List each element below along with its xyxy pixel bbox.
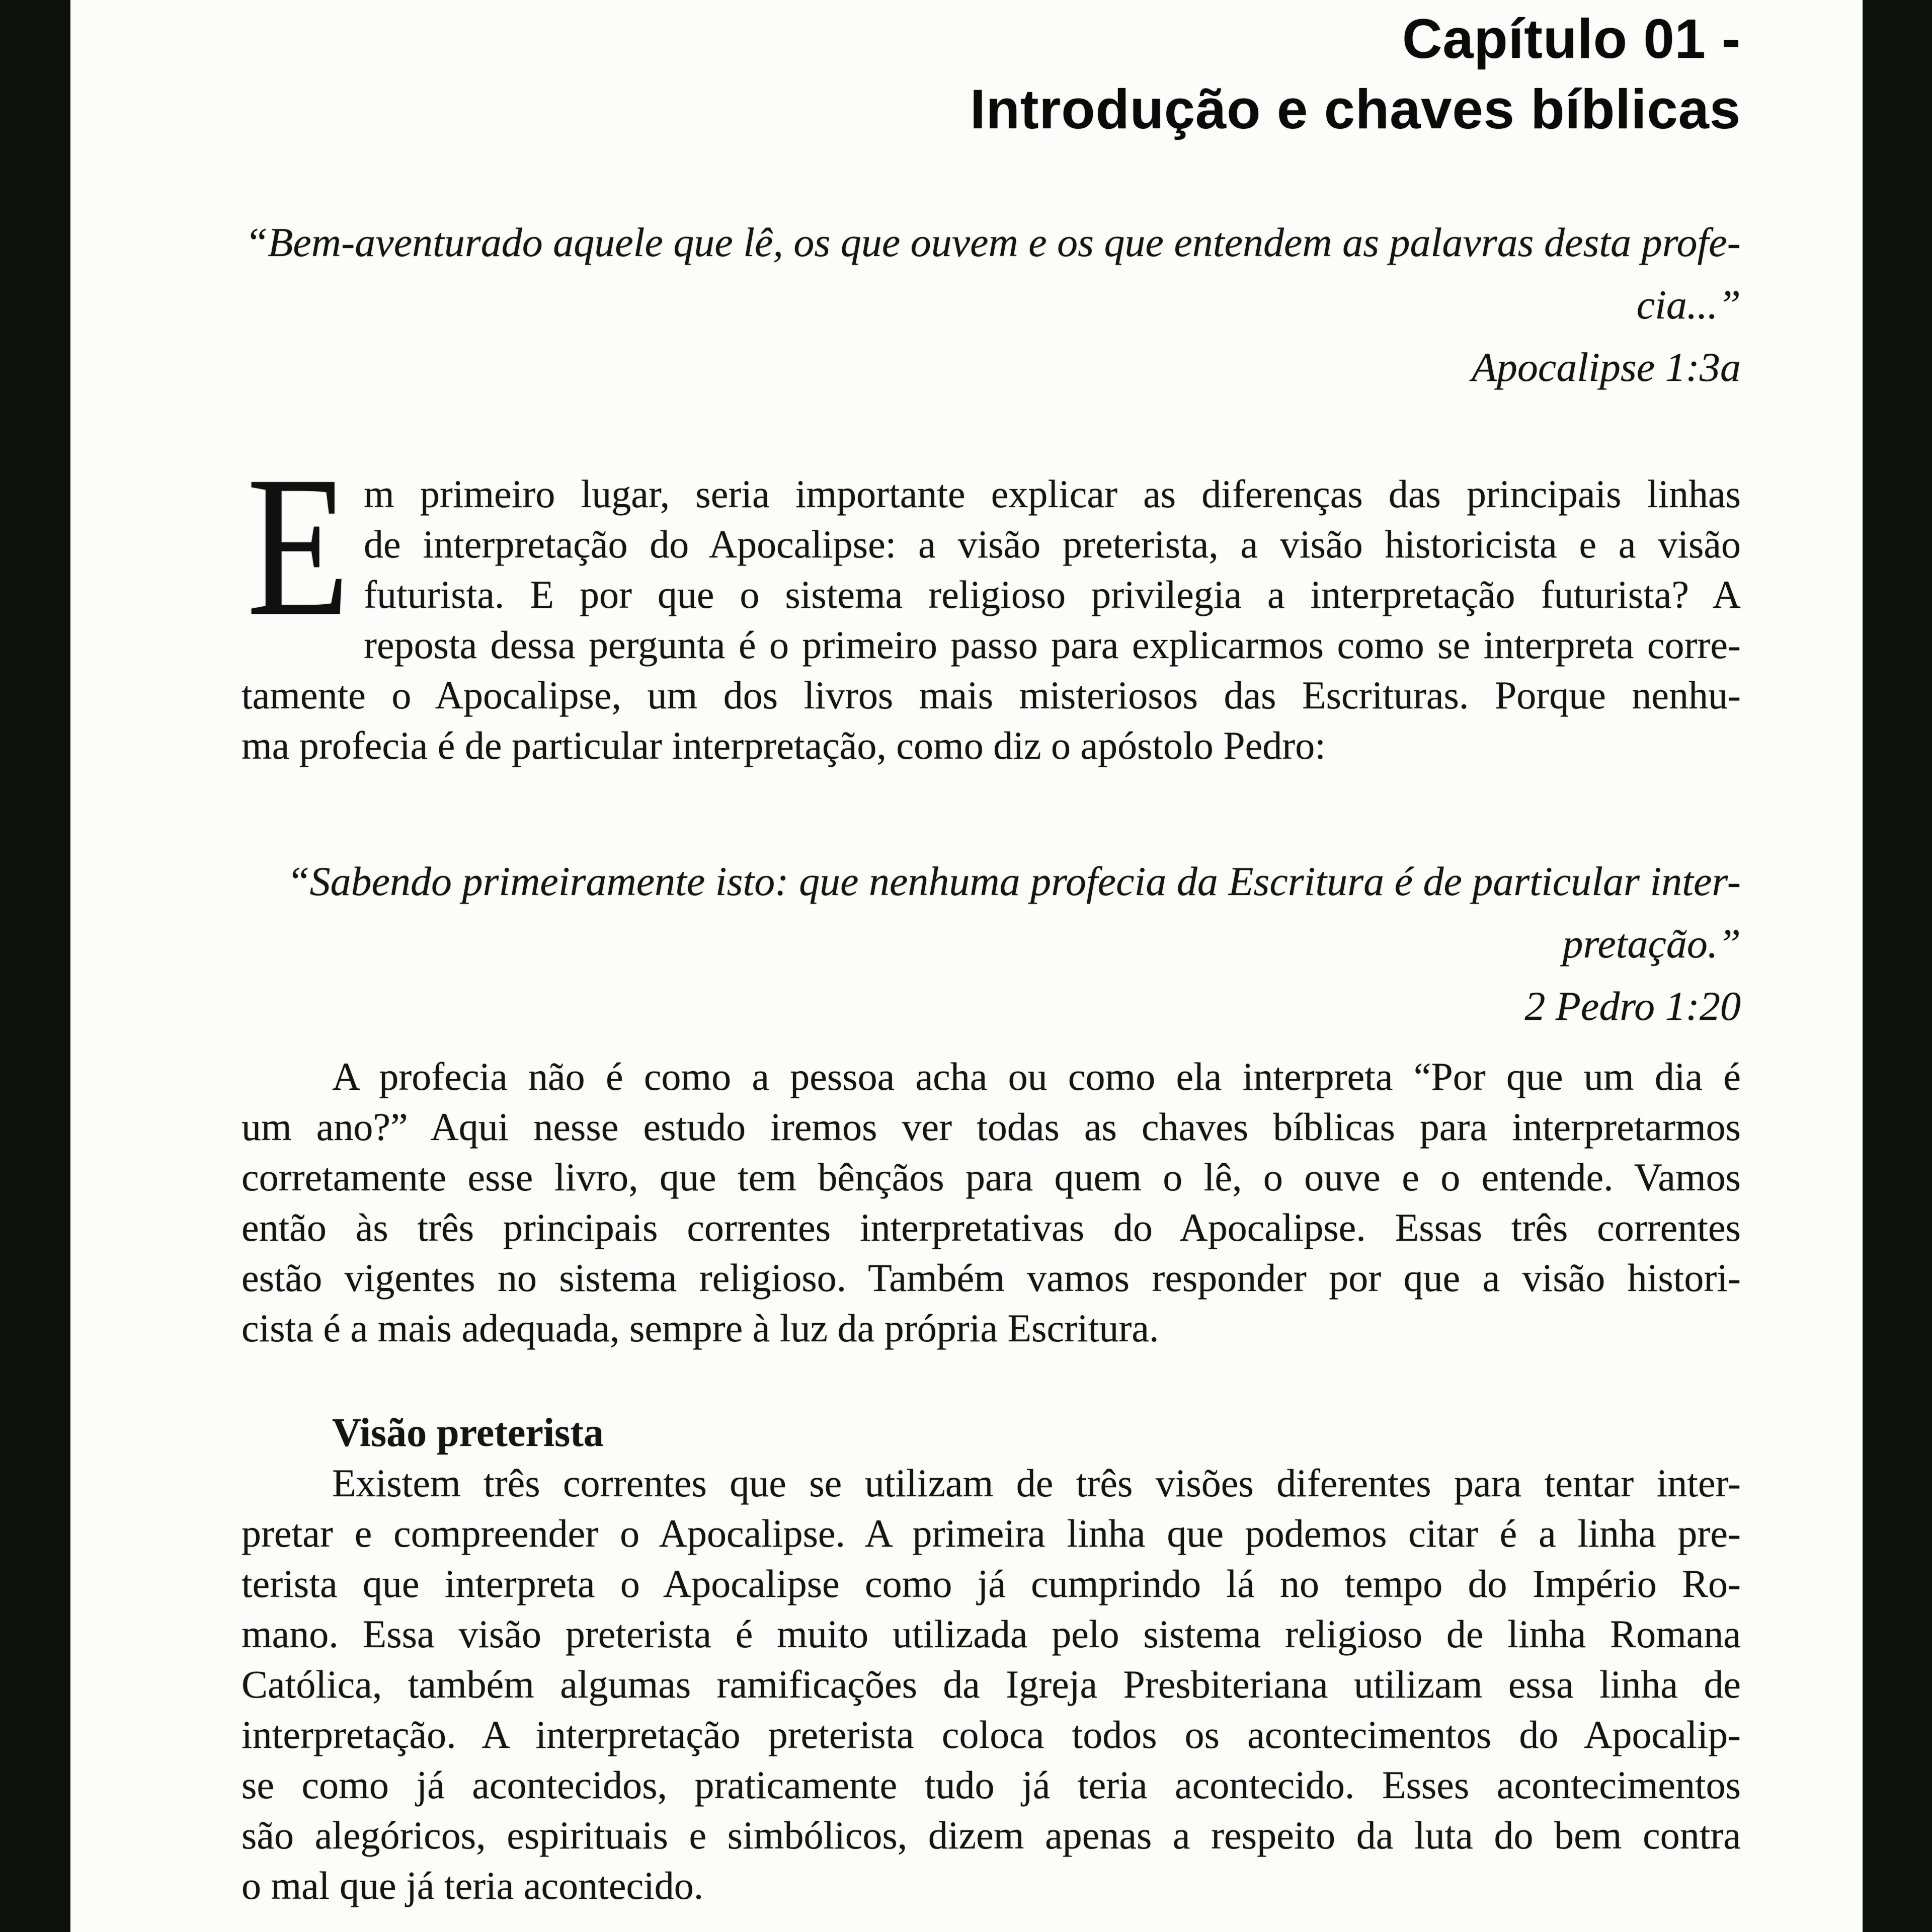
- text-column: [242, 0, 1741, 1911]
- paragraph-3-line: mano. Essa visão preterista é muito utilizada pelo sistema religioso de linha Romana: [242, 1612, 1741, 1656]
- paragraph-2-line: A profecia não é como a pessoa acha ou como ela interpreta “Por que um dia é: [332, 1055, 1741, 1098]
- paragraph-1-line: tamente o Apocalipse, um dos livros mais misteriosos das Escrituras. Porque nenhu-: [242, 673, 1741, 717]
- paragraph-3-line: interpretação. A interpretação preterista coloca todos os acontecimentos do Apocalip-: [242, 1713, 1741, 1756]
- paragraph-1-line: ma profecia é de particular interpretação, como diz o apóstolo Pedro:: [242, 723, 1326, 767]
- paragraph-3-line: são alegóricos, espirituais e simbólicos, dizem apenas a respeito da luta do bem contra: [242, 1813, 1741, 1857]
- paragraph-1-line: de interpretação do Apocalipse: a visão preterista, a visão historicista e a visão: [364, 522, 1741, 566]
- paragraph-3-line: Existem três correntes que se utilizam de três visões diferentes para tentar inter-: [332, 1461, 1741, 1505]
- paragraph-2: [242, 1052, 1741, 1353]
- book-page: [70, 0, 1863, 1932]
- epigraph-quote: [242, 211, 1741, 398]
- paragraph-2-line: corretamente esse livro, que tem bênçãos para quem o lê, o ouve e o entende. Vamos: [242, 1155, 1741, 1199]
- epigraph-line: cia...”: [1636, 282, 1741, 328]
- scripture-quote: [242, 850, 1741, 1037]
- scripture-quote-line: “Sabendo primeiramente isto: que nenhuma profecia da Escritura é de particular inter-: [287, 858, 1741, 904]
- paragraph-3-line: terista que interpreta o Apocalipse como já cumprindo lá no tempo do Império Ro-: [242, 1562, 1741, 1605]
- paragraph-1-line: m primeiro lugar, seria importante explicar as diferenças das principais linhas: [364, 472, 1741, 516]
- paragraph-2-line: cista é a mais adequada, sempre à luz da própria Escritura.: [242, 1306, 1159, 1350]
- section-heading: Visão preterista: [332, 1411, 604, 1455]
- paragraph-3-line: o mal que já teria acontecido.: [242, 1864, 704, 1907]
- paragraph-1-line: reposta dessa pergunta é o primeiro passo para explicarmos como se interpreta corre-: [364, 623, 1741, 667]
- paragraph-3-line: se como já acontecidos, praticamente tudo já teria acontecido. Esses acontecimentos: [242, 1763, 1741, 1807]
- scripture-quote-line: pretação.”: [1562, 921, 1741, 967]
- paragraph-1-line: futurista. E por que o sistema religioso privilegia a interpretação futurista? A: [364, 573, 1741, 616]
- chapter-title: [242, 0, 1741, 145]
- paragraph-2-line: então às três principais correntes interpretativas do Apocalipse. Essas três correntes: [242, 1205, 1741, 1249]
- paragraph-3-line: pretar e compreender o Apocalipse. A primeira linha que podemos citar é a linha pre-: [242, 1511, 1741, 1555]
- epigraph-reference: Apocalipse 1:3a: [1471, 344, 1741, 390]
- chapter-title-line-2: Introdução e chaves bíblicas: [970, 78, 1741, 140]
- epigraph-line: “Bem-aventurado aquele que lê, os que ouvem e os que entendem as palavras desta profe-: [245, 219, 1741, 265]
- drop-cap-letter: E: [247, 435, 350, 658]
- drop-cap: [247, 435, 350, 658]
- paragraph-3-line: Católica, também algumas ramificações da Igreja Presbiteriana utilizam essa linha de: [242, 1662, 1741, 1706]
- paragraph-2-line: estão vigentes no sistema religioso. Também vamos responder por que a visão histori-: [242, 1256, 1741, 1300]
- paragraph-2-line: um ano?” Aqui nesse estudo iremos ver todas as chaves bíblicas para interpretarmos: [242, 1105, 1741, 1149]
- paragraph-3: [242, 1458, 1741, 1911]
- chapter-title-line-1: Capítulo 01 -: [1402, 8, 1741, 70]
- right-black-border: [1863, 0, 1932, 1932]
- left-black-border: [0, 0, 70, 1932]
- paragraph-1: [242, 435, 1741, 771]
- scripture-quote-reference: 2 Pedro 1:20: [1524, 983, 1741, 1029]
